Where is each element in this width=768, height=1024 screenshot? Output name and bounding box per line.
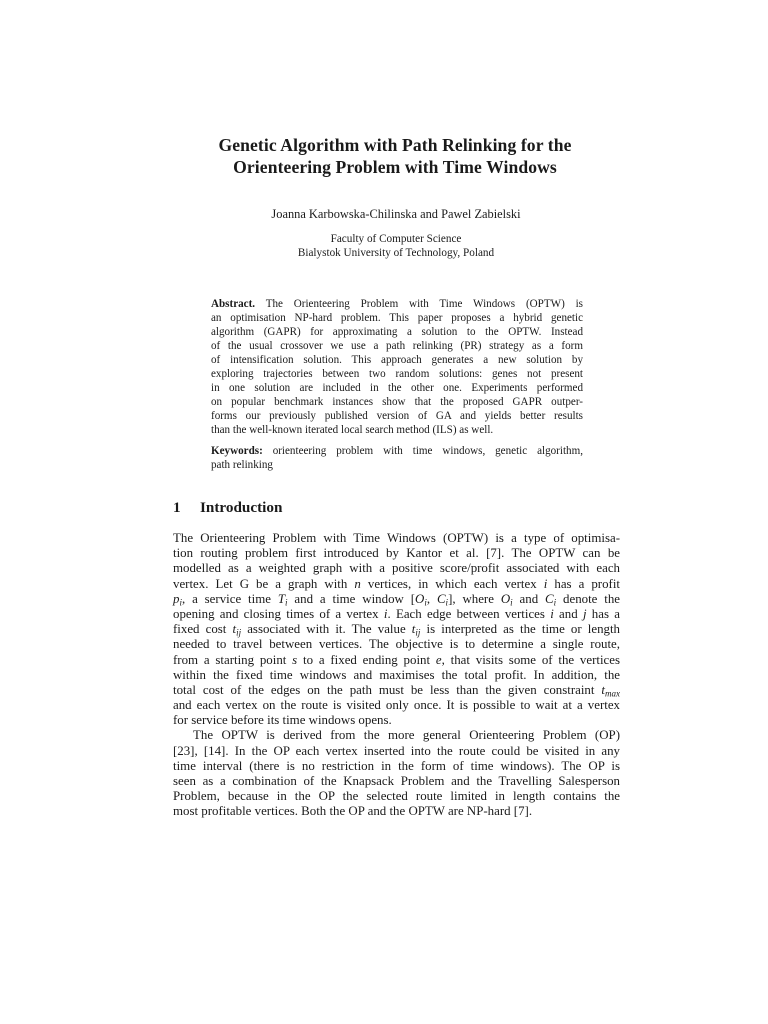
body-line: tion routing problem first introduced by Kantor et al. [7]. The OPTW can be [173, 546, 620, 561]
body-line: fixed cost $t_{ij}$ associated with it. The value $t_{ij}$ is interpreted as the time or length [173, 622, 620, 638]
keywords-line: path relinking [211, 459, 273, 471]
body-line: total cost of the edges on the path must be less than the given constraint $t_{max}$ [173, 682, 620, 699]
abstract-line: on popular benchmark instances show that the proposed GAPR outper- [211, 396, 583, 408]
body-line: [23], [14]. In the OP each vertex inserted into the route could be visited in any [173, 743, 620, 758]
abstract-line: than the well-known iterated local search method (ILS) as well. [211, 424, 494, 436]
section-heading [173, 499, 282, 517]
abstract-line: algorithm (GAPR) for approximating a solution to the OPTW. Instead [211, 326, 583, 338]
title-line-2: Orienteering Problem with Time Windows [233, 157, 557, 177]
body-line: $p_i$, a service time $T_i$ and a time window [$O_i$, $C_i$], where $O_i$ and $C_i$ denote the [173, 591, 621, 607]
section-title: Introduction [200, 499, 283, 516]
body-line: The Orienteering Problem with Time Windows (OPTW) is a type of optimisa- [173, 531, 620, 545]
introduction-body [173, 531, 620, 820]
body-line: Problem, because in the OP the selected route limited in length contains the [173, 789, 620, 804]
body-line: within the fixed time windows and maximises the total profit. In addition, the [173, 667, 620, 682]
keywords-label: Keywords: [211, 445, 263, 457]
title-line-1: Genetic Algorithm with Path Relinking for the [218, 135, 572, 155]
abstract [211, 297, 583, 437]
abstract-label: Abstract. [211, 298, 256, 310]
body-line: modelled as a weighted graph with a positive score/profit associated with each [173, 561, 620, 576]
body-line: and each vertex on the route is visited only once. It is possible to wait at a vertex [173, 698, 620, 713]
keywords-line: Keywords: orienteering problem with time windows, genetic algorithm, [211, 445, 583, 457]
body-line: time interval (there is no restriction in the form of time windows). The OP is [173, 758, 620, 773]
abstract-line: of the usual crossover we use a path relinking (PR) strategy as a form [211, 340, 583, 352]
body-line: needed to travel between vertices. The objective is to determine a single route, [173, 637, 620, 652]
body-line: The OPTW is derived from the more general Orienteering Problem (OP) [193, 728, 620, 743]
keywords [211, 444, 583, 472]
affiliation-line-2: Bialystok University of Technology, Poland [297, 247, 495, 259]
abstract-line: an optimisation NP-hard problem. This paper proposes a hybrid genetic [211, 312, 583, 324]
body-line: most profitable vertices. Both the OP and the OPTW are NP-hard [7]. [173, 804, 533, 819]
abstract-line: Abstract. The Orienteering Problem with Time Windows (OPTW) is [211, 298, 583, 310]
authors: Joanna Karbowska-Chilinska and Pawel Zabielski [271, 207, 521, 221]
body-line: for service before its time windows opens. [173, 713, 392, 728]
affiliation-line-1: Faculty of Computer Science [330, 233, 462, 245]
section-number: 1 [173, 499, 181, 516]
body-line: vertex. Let G be a graph with n vertices, in which each vertex i has a profit [173, 576, 620, 591]
abstract-line: of intensification solution. This approach generates a new solution by [211, 354, 583, 366]
paper-title [150, 134, 640, 178]
affiliation [150, 232, 642, 260]
body-line: seen as a combination of the Knapsack Problem and the Travelling Salesperson [173, 774, 620, 788]
body-line: from a starting point s to a fixed ending point e, that visits some of the vertices [173, 652, 621, 667]
abstract-line: in one solution are included in the other one. Experiments performed [211, 382, 583, 394]
abstract-line: exploring trajectories between two random solutions: genes not present [211, 368, 583, 380]
abstract-line: forms our previously published version of GA and yields better results [211, 410, 583, 422]
body-line: opening and closing times of a vertex i. Each edge between vertices i and j has a [173, 606, 620, 621]
